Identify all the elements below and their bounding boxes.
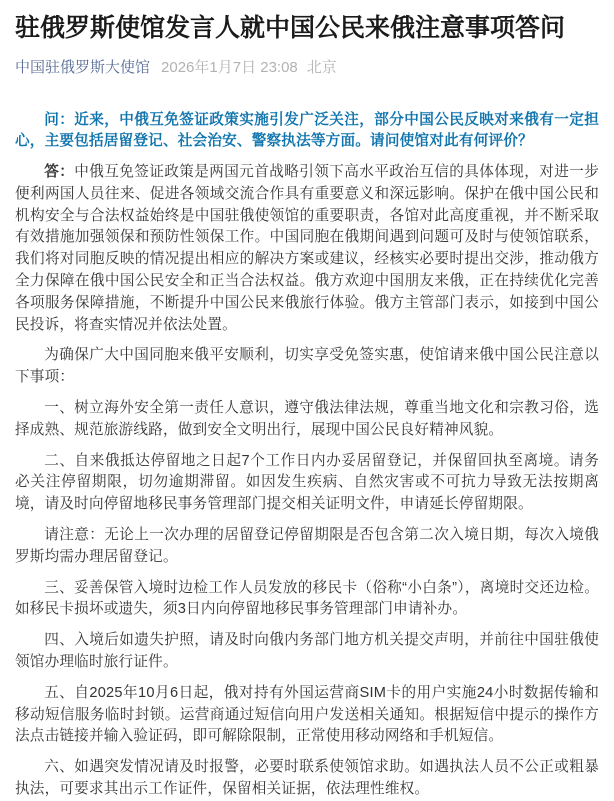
paragraph-item-2 bbox=[15, 451, 599, 516]
paragraph-item-5 bbox=[15, 683, 599, 748]
paragraph-item-3 bbox=[15, 578, 599, 622]
account-name-link[interactable]: 中国驻俄罗斯大使馆 bbox=[15, 58, 151, 76]
question-lead: 问： bbox=[44, 111, 75, 128]
paragraph-intro bbox=[15, 345, 599, 389]
item-5-text: 五、自2025年10月6日起，俄对持有外国运营商SIM卡的用户实施24小时数据传输和移动短信服务临时封锁。运营商通过短信向用户发送相关通知。根据短信中提示的操作方法点击链接并输入验证码，即可解除限制，正常使用移动网络和手机短信。 bbox=[15, 684, 599, 745]
question-text: 近来，中俄互免签证政策实施引发广泛关注，部分中国公民反映对来俄有一定担心，主要包括居留登记、社会治安、警察执法等方面。请问使馆对此有何评价？ bbox=[15, 111, 599, 150]
paragraph-item-1 bbox=[15, 398, 599, 442]
item-4-text: 四、入境后如遗失护照，请及时向俄内务部门地方机关提交声明，并前往中国驻俄使领馆办理临时旅行证件。 bbox=[15, 632, 599, 671]
byline bbox=[15, 59, 599, 77]
item-3-text: 三、妥善保管入境时边检工作人员发放的移民卡（俗称“小白条”），离境时交还边检。如移民卡损坏或遗失，须3日内向停留地移民事务管理部门申请补办。 bbox=[15, 579, 599, 618]
paragraph-answer bbox=[15, 162, 599, 336]
paragraph-item-4 bbox=[15, 630, 599, 674]
publish-datetime: 2026年1月7日 23:08 bbox=[161, 58, 298, 76]
publish-location: 北京 bbox=[306, 58, 337, 76]
paragraph-question bbox=[15, 110, 599, 154]
paragraph-note bbox=[15, 525, 599, 569]
answer-text: 中俄互免签证政策是两国元首战略引领下高水平政治互信的具体体现，对进一步便利两国人员往来、促进各领域交流合作具有重要意义和深远影响。保护在俄中国公民和机构安全与合法权益始终是中国驻俄使领馆的重要职责，各馆对此高度重视，并不断采取有效措施加强领保和预防性领保工作。中国同胞在俄期间遇到问题可及时与使领馆联系，我们将对同胞反映的情况提出相应的解决方案或建议，经核实必要时提出交涉，推动俄方全力保障在俄中国公民安全和正当合法权益。俄方欢迎中国朋友来俄，正在持续优化完善各项服务保障措施，不断提升中国公民来俄旅行体验。俄方主管部门表示，如接到中国公民投诉，将查实情况并依法处置。 bbox=[15, 164, 599, 333]
intro-text: 为确保广大中国同胞来俄平安顺利，切实享受免签实惠，使馆请来俄中国公民注意以下事项： bbox=[15, 347, 599, 386]
article-body bbox=[15, 110, 599, 801]
answer-lead: 答： bbox=[44, 164, 75, 181]
page-title: 驻俄罗斯使馆发言人就中国公民来俄注意事项答问 bbox=[15, 14, 566, 42]
item-1-text: 一、树立海外安全第一责任人意识，遵守俄法律法规，尊重当地文化和宗教习俗，选择成熟、规范旅游线路，做到安全文明出行，展现中国公民良好精神风貌。 bbox=[15, 400, 599, 438]
note-text: 请注意：无论上一次办理的居留登记停留期限是否包含第二次入境日期，每次入境俄罗斯均需办理居留登记。 bbox=[15, 527, 599, 565]
item-6-text: 六、如遇突发情况请及时报警，必要时联系使领馆求助。如遇执法人员不公正或粗暴执法，可要求其出示工作证件，保留相关证据，依法理性维权。 bbox=[15, 759, 599, 798]
item-2-text: 二、自来俄抵达停留地之日起7个工作日内办妥居留登记，并保留回执至离境。请务必关注停留期限，切勿逾期滞留。如因发生疾病、自然灾害或不可抗力导致无法按期离境，请及时向停留地移民事务管理部门提交相关证明文件，申请延长停留期限。 bbox=[15, 452, 599, 513]
paragraph-item-6 bbox=[15, 757, 599, 801]
